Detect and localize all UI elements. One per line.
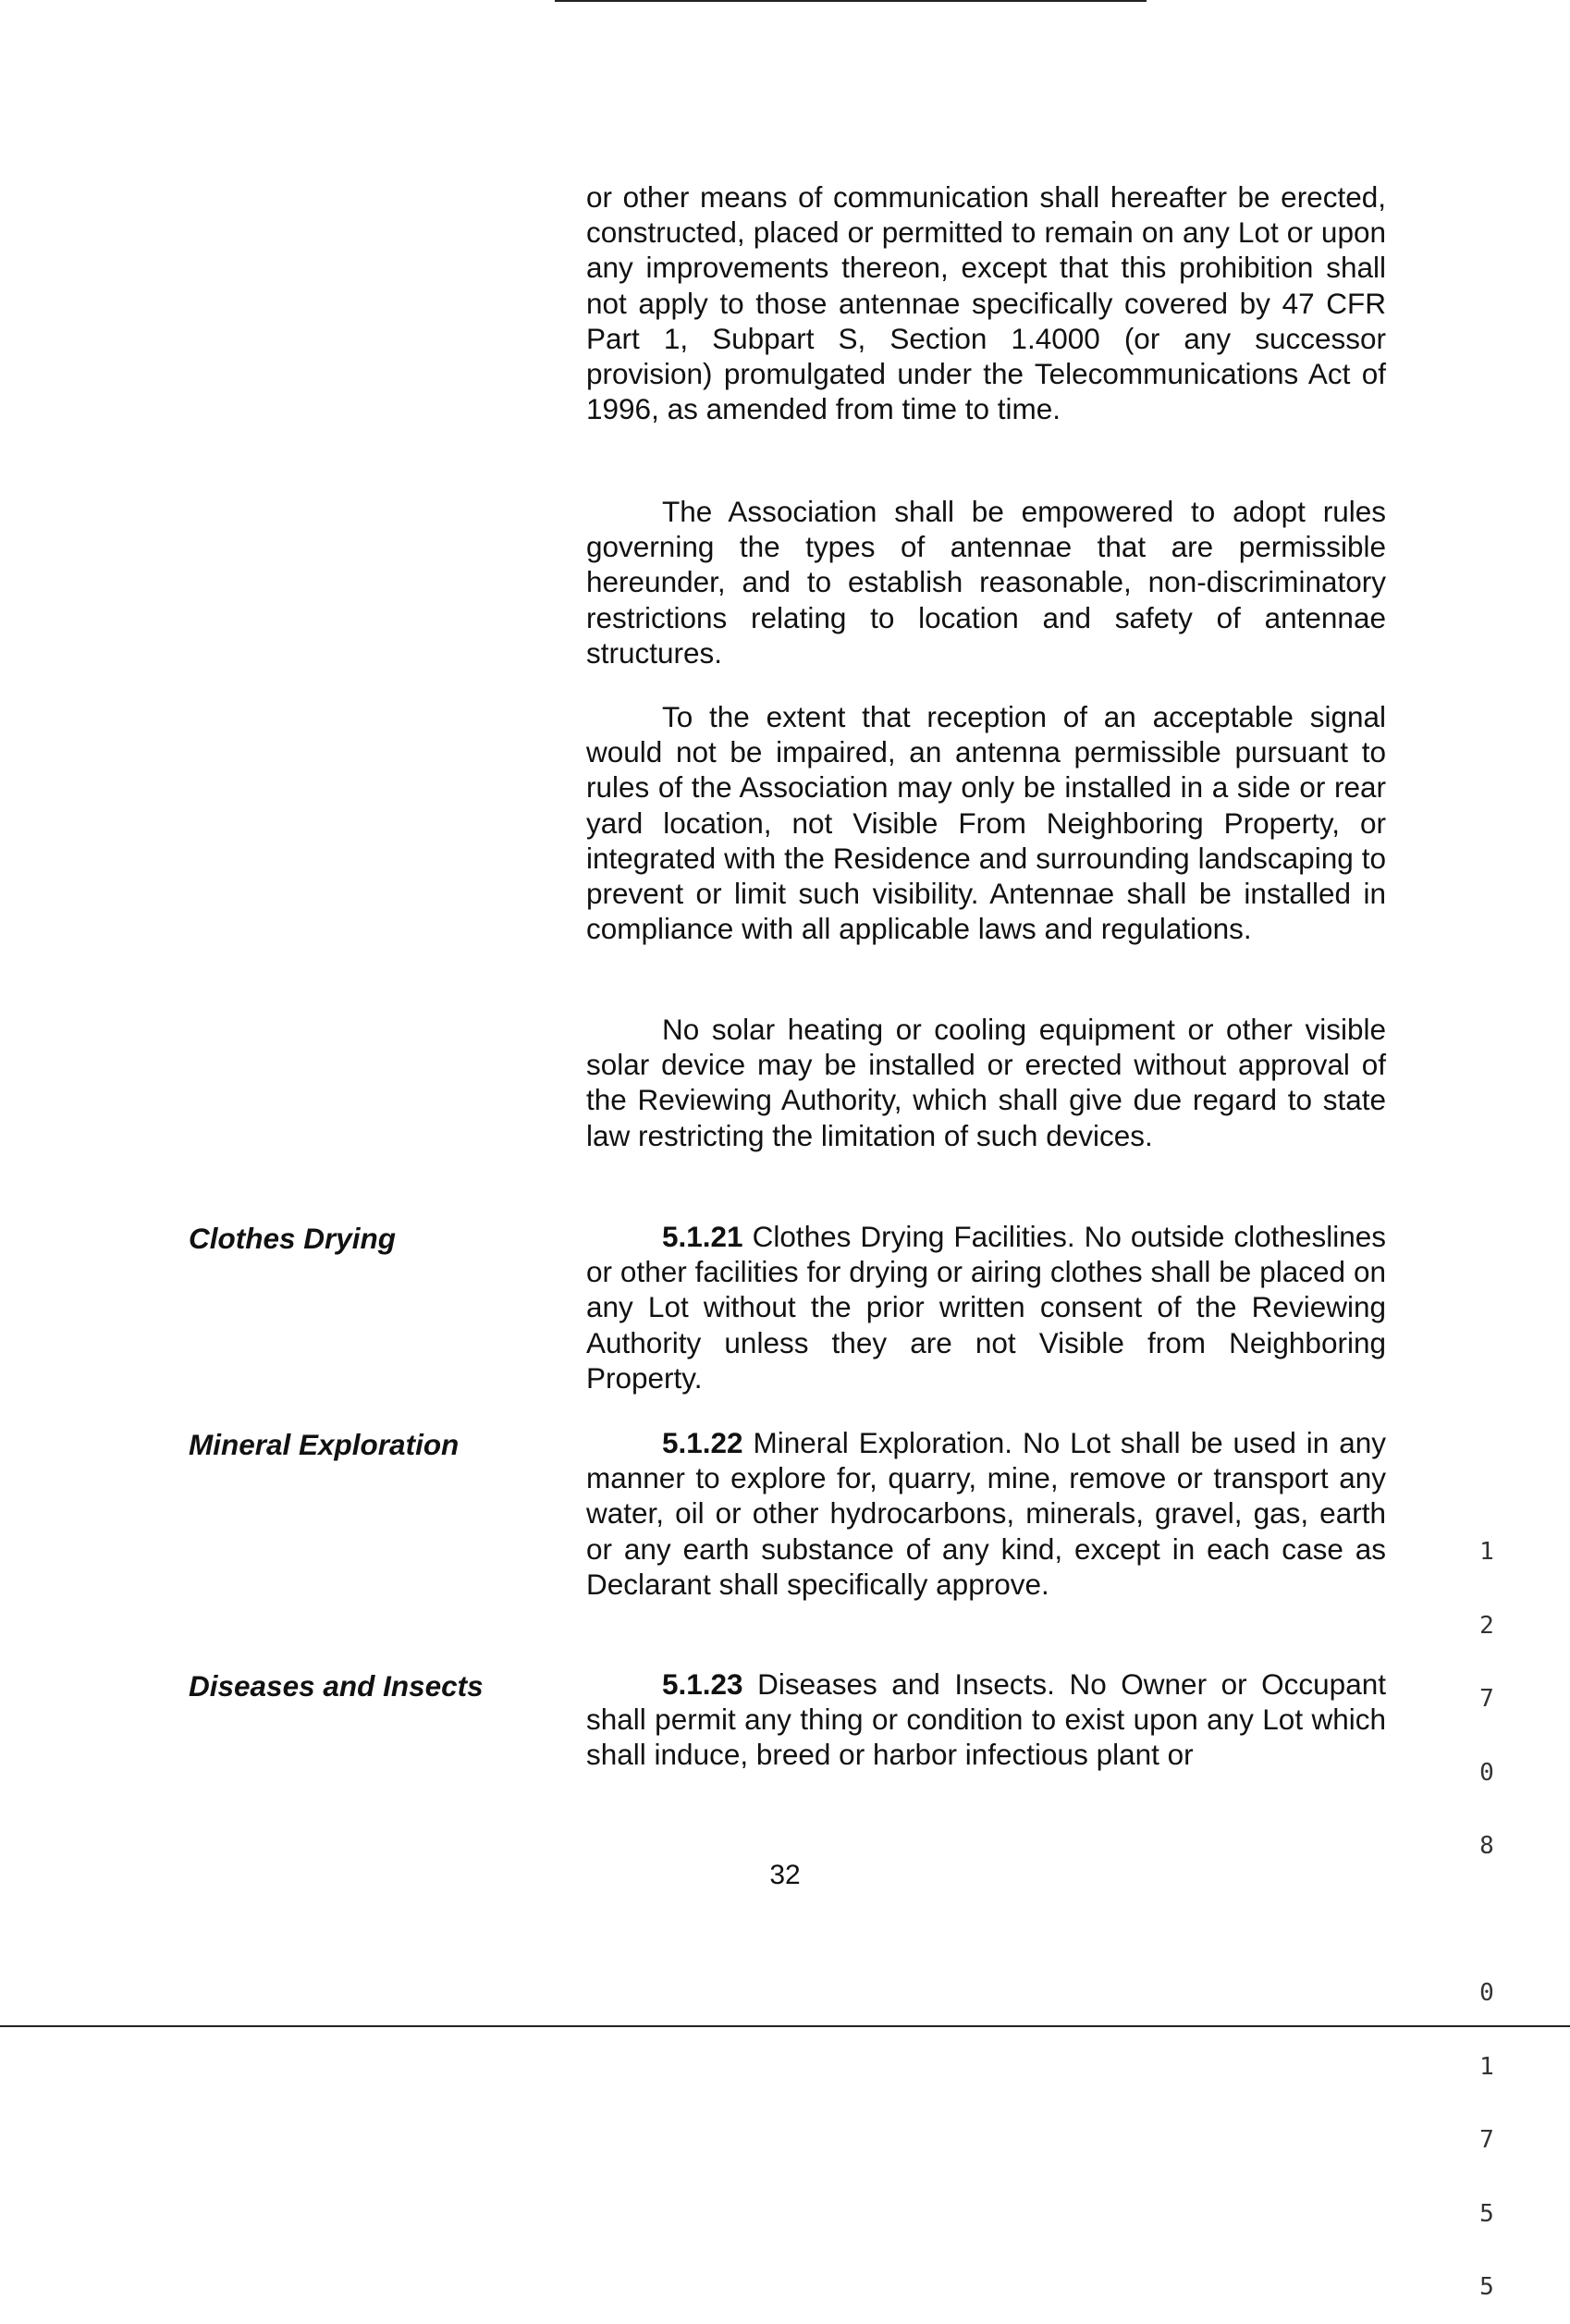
section-number: 5.1.23 (662, 1667, 743, 1701)
paragraph-antenna-location: To the extent that reception of an acceptable signal would not be impaired, an antenna permissible pursuant to rules of the Association may only be installed in a side or rear yard location, not Visible From Neighboring Property, or integrated with the Residence and surrounding landscaping to prevent or limit such visibility. Antennae shall be installed in compliance with all applicable laws and regulations. (586, 700, 1386, 946)
paragraph-antennae-continuation: or other means of communication shall hereafter be erected, constructed, placed or permitted to remain on any Lot or upon any improvements thereon, except that this prohibition shall not apply to those antennae specifically covered by 47 CFR Part 1, Subpart S, Section 1.4000 (or any successor provision) promulgated under the Telecommunications Act of 1996, as amended from time to time. (586, 180, 1386, 426)
top-edge-rule (555, 0, 1147, 2)
section-5-1-21 (586, 1219, 1386, 1396)
section-number: 5.1.21 (662, 1220, 743, 1253)
bottom-edge-rule (0, 2025, 1570, 2027)
section-5-1-23 (586, 1666, 1386, 1773)
side-heading-clothes-drying: Clothes Drying (189, 1222, 397, 1255)
paragraph-solar-devices: No solar heating or cooling equipment or other visible solar device may be installed or erected without approval of the Reviewing Authority, which shall give due regard to state law restricting the limitation of such devices. (586, 1013, 1386, 1152)
section-number: 5.1.22 (662, 1426, 743, 1459)
side-heading-mineral-exploration: Mineral Exploration (189, 1428, 460, 1461)
paragraph-association-rules: The Association shall be empowered to adopt rules governing the types of antennae that are permissible hereunder, and to establish reasonable, non-discriminatory restrictions relating to location and safety of antennae structures. (586, 495, 1386, 670)
page-number: 32 (769, 1860, 801, 1890)
section-5-1-22 (586, 1425, 1386, 1602)
margin-recording-stamp: 1 2 7 0 8 0 1 7 5 5 (1479, 1538, 1494, 2301)
side-heading-diseases-and-insects: Diseases and Insects (189, 1669, 484, 1703)
section-text: Clothes Drying Facilities. No outside clotheslines or other facilities for drying or airing clothes shall be placed on any Lot without the prior written consent of the Reviewing Authority unless they are not Visible from Neighboring Property. (586, 1220, 1386, 1395)
section-text: Diseases and Insects. No Owner or Occupant shall permit any thing or condition to exist upon any Lot which shall induce, breed or harbor infectious plant or (586, 1667, 1386, 1772)
section-text: Mineral Exploration. No Lot shall be used in any manner to explore for, quarry, mine, remove or transport any water, oil or other hydrocarbons, minerals, gravel, gas, earth or any earth substance of any kind, except in each case as Declarant shall specifically approve. (586, 1426, 1386, 1601)
